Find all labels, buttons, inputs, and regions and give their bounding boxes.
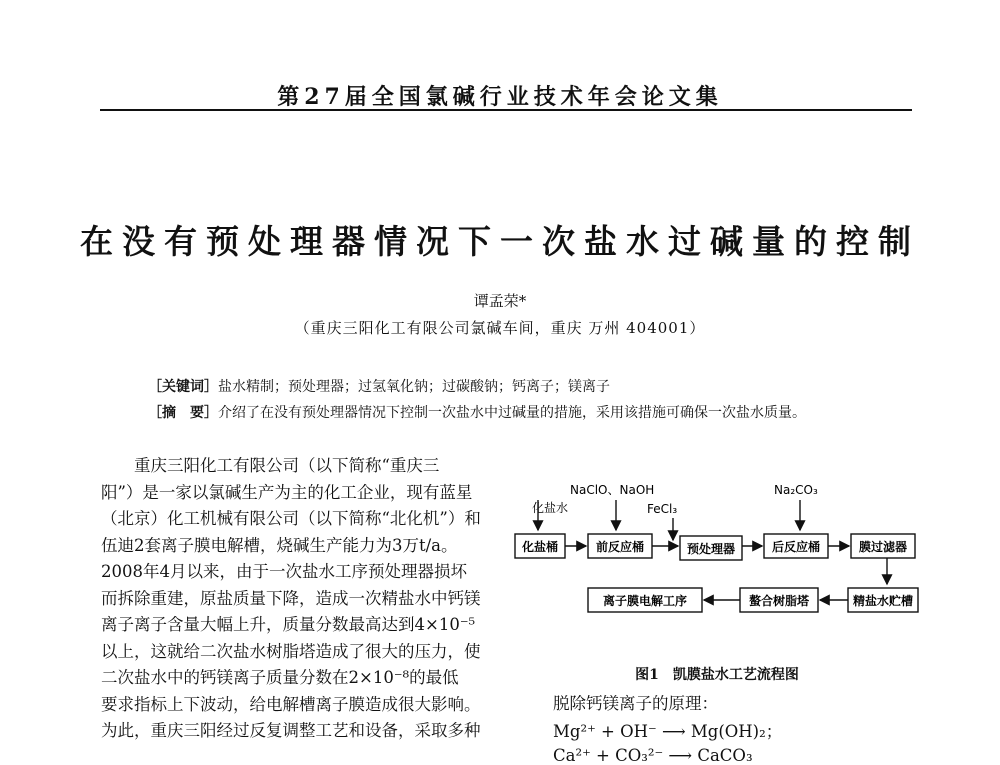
header-rule (100, 109, 912, 111)
equation-2: Ca²⁺ + CO₃²⁻ ⟶ CaCO₃ (553, 746, 753, 765)
body-line: 以上，这就给二次盐水树脂塔造成了很大的压力，使 (101, 641, 481, 661)
paper-author: 谭孟荣* (473, 292, 527, 310)
input-label-na2co3: Na₂CO₃ (774, 483, 818, 497)
body-line: （北京）化工机械有限公司（以下简称“北化机”）和 (101, 509, 481, 528)
body-line: 2008年4月以来，由于一次盐水工序预处理器损坏 (101, 562, 467, 581)
principle-text: 脱除钙镁离子的原理： (553, 694, 718, 713)
box-refined-brine-tank-label: 精盐水贮槽 (852, 594, 914, 608)
abstract-text: 介绍了在没有预处理器情况下控制一次盐水中过碱量的措施，采用该措施可确保一次盐水质量。 (218, 405, 806, 421)
body-line: 伍迪2套离子膜电解槽，烧碱生产能力为3万t/a。 (101, 535, 458, 555)
body-line: 阳”）是一家以氯碱生产为主的化工企业，现有蓝星 (101, 482, 473, 502)
paper-title: 在没有预处理器情况下一次盐水过碱量的控制 (80, 222, 920, 261)
box-pre-reaction-tank-label: 前反应桶 (595, 540, 645, 554)
body-line: 重庆三阳化工有限公司（以下简称“重庆三 (101, 456, 440, 475)
equation-1: Mg²⁺ + OH⁻ ⟶ Mg(OH)₂； (553, 722, 783, 741)
abstract-line (148, 402, 806, 422)
figure-caption: 图1 凯膜盐水工艺流程图 (635, 667, 799, 683)
body-column-left (101, 453, 503, 745)
box-dissolving-tank-label: 化盐桶 (521, 540, 559, 554)
abstract-label: ［摘 要］ (148, 405, 218, 421)
keywords-text: 盐水精制；预处理器；过氢氧化钠；过碳酸钠；钙离子；镁离子 (218, 379, 610, 395)
body-paragraph (101, 453, 503, 745)
box-pretreater-label: 预处理器 (686, 542, 736, 556)
box-ion-membrane-electrolysis-label: 离子膜电解工序 (602, 594, 688, 608)
input-label-fecl3: FeCl₃ (647, 502, 678, 516)
box-membrane-filter-label: 膜过滤器 (858, 540, 908, 554)
body-line: 要求指标上下波动，给电解槽离子膜造成很大影响。 (101, 694, 481, 714)
body-line: 离子离子含量大幅上升，质量分数最高达到4×10⁻⁵ (101, 615, 476, 634)
keywords-label: ［关键词］ (148, 379, 218, 395)
body-line: 二次盐水中的钙镁离子质量分数在2×10⁻⁸的最低 (101, 668, 459, 687)
box-post-reaction-tank-label: 后反应桶 (771, 540, 821, 554)
keywords-line (148, 376, 610, 396)
input-label-naclo-naoh: NaClO、NaOH (570, 483, 655, 497)
paper-affiliation: （重庆三阳化工有限公司氯碱车间，重庆 万州 404001） (294, 319, 706, 337)
input-label-salt-water: 化盐水 (532, 501, 569, 515)
running-header: 第27届全国氯碱行业技术年会论文集 (277, 84, 723, 110)
box-chelating-resin-tower-label: 螯合树脂塔 (748, 594, 810, 608)
body-line: 为此，重庆三阳经过反复调整工艺和设备，采取多种 (101, 721, 481, 740)
process-flow-diagram (512, 478, 922, 638)
body-line: 而拆除重建，原盐质量下降，造成一次精盐水中钙镁 (101, 588, 481, 608)
